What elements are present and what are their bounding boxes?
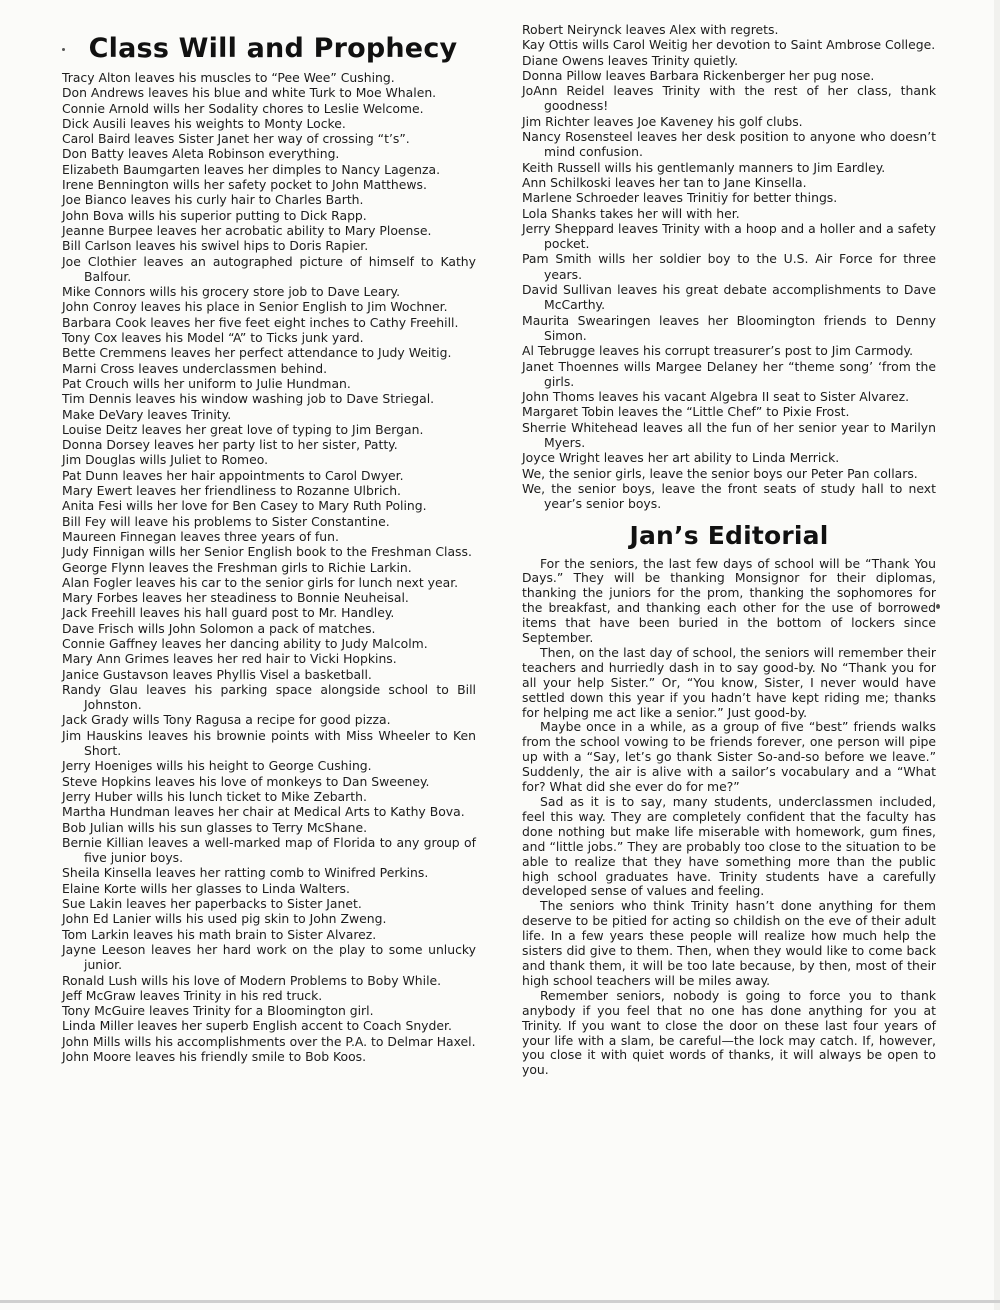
will-entry: Tracy Alton leaves his muscles to “Pee Wee” Cushing. <box>62 70 395 85</box>
editorial-paragraph: Then, on the last day of school, the seniors will remember their teachers and hurriedly dash in to say good-by. No “Thank you for all your help Sister.” Or, “You know, Sister, I never would have settled down this year if you hadn’t have kept riding me; thanks for helping me act like a senior.” Just good-by. <box>522 644 936 720</box>
will-entry: Dave Frisch wills John Solomon a pack of matches. <box>62 620 376 636</box>
will-entry: Alan Fogler leaves his car to the senior girls for lunch next year. <box>62 574 459 590</box>
will-entry: Pam Smith wills her soldier boy to the U.S. Air Force for three years. <box>522 251 936 282</box>
will-entry: Dick Ausili leaves his weights to Monty Locke. <box>62 115 346 131</box>
will-entry: Connie Gaffney leaves her dancing ability to Judy Malcolm. <box>62 635 428 651</box>
will-entry: Bernie Killian leaves a well-marked map of Florida to any group of five junior boys. <box>62 834 476 866</box>
will-entry: Tony McGuire leaves Trinity for a Bloomington girl. <box>62 1003 374 1019</box>
will-entry: John Ed Lanier wills his used pig skin to John Zweng. <box>62 911 387 927</box>
will-entry: Janet Thoennes wills Margee Delaney her “theme song’ ‘from the girls. <box>522 358 936 389</box>
will-entry: Steve Hopkins leaves his love of monkeys to Dan Sweeney. <box>62 773 430 789</box>
will-entry: John Mills wills his accomplishments over the P.A. to Delmar Haxel. <box>62 1033 476 1049</box>
will-entry: David Sullivan leaves his great debate accomplishments to Dave McCarthy. <box>522 282 936 313</box>
will-entry: Mary Ewert leaves her friendliness to Rozanne Ulbrich. <box>62 483 401 499</box>
will-entry: Make DeVary leaves Trinity. <box>62 406 232 422</box>
will-entry: Don Batty leaves Aleta Robinson everything. <box>62 146 340 162</box>
will-entry: John Conroy leaves his place in Senior English to Jim Wochner. <box>62 299 448 315</box>
will-entry: Jeanne Burpee leaves her acrobatic ability to Mary Ploense. <box>62 222 432 238</box>
will-entry: Tim Dennis leaves his window washing job to Dave Striegal. <box>62 391 435 407</box>
left-column <box>62 0 476 1064</box>
will-entry: Marlene Schroeder leaves Trinitiy for better things. <box>522 190 838 206</box>
will-entry: JoAnn Reidel leaves Trinity with the rest of her class, thank goodness! <box>522 83 936 114</box>
will-entry: Keith Russell wills his gentlemanly manners to Jim Eardley. <box>522 159 886 175</box>
will-entry: John Thoms leaves his vacant Algebra II seat to Sister Alvarez. <box>522 389 910 405</box>
will-entry: Elaine Korte wills her glasses to Linda Walters. <box>62 880 350 896</box>
will-entry: Martha Hundman leaves her chair at Medical Arts to Kathy Bova. <box>62 804 465 820</box>
will-entry: Bill Carlson leaves his swivel hips to Doris Rapier. <box>62 238 369 254</box>
will-entry: Joe Bianco leaves his curly hair to Charles Barth. <box>62 192 364 208</box>
editorial-title: Jan’s Editorial <box>629 520 829 550</box>
will-entry: Donna Dorsey leaves her party list to her sister, Patty. <box>62 437 398 453</box>
will-entry: Jerry Huber wills his lunch ticket to Mike Zebarth. <box>62 788 367 804</box>
will-entry: Randy Glau leaves his parking space alongside school to Bill Johnston. <box>62 681 476 713</box>
will-entry: Ronald Lush wills his love of Modern Problems to Boby While. <box>62 972 442 988</box>
will-entry: Jim Douglas wills Juliet to Romeo. <box>62 452 269 468</box>
will-entry: Ann Schilkoski leaves her tan to Jane Kinsella. <box>522 174 807 190</box>
editorial-paragraph: Sad as it is to say, many students, underclassmen included, feel this way. They are completely confident that the faculty has done nothing but make life miserable with homework, gum fines, and “little jobs.” They are probably too close to the situation to be able to realize that they have something more than the public high school graduates have. Trinity students have a carefully developed sense of values and feeling. <box>522 794 936 899</box>
will-entry: John Bova wills his superior putting to Dick Rapp. <box>62 207 367 223</box>
will-entry: Bill Fey will leave his problems to Sister Constantine. <box>62 513 390 529</box>
class-will-title: Class Will and Prophecy <box>88 33 458 64</box>
will-entry: Diane Owens leaves Trinity quietly. <box>522 52 739 68</box>
editorial-paragraph: Remember seniors, nobody is going to force you to thank anybody if you feel that no one has done anything for you at Trinity. If you want to close the door on these last four years of your life with a slam, be careful—the lock may catch. If, however, you close it with quiet words of thanks, it will always be open to you. <box>522 987 936 1078</box>
will-entry: Janice Gustavson leaves Phyllis Visel a basketball. <box>62 666 372 682</box>
will-entry: Pat Dunn leaves her hair appointments to Carol Dwyer. <box>62 467 404 483</box>
will-entry: Maurita Swearingen leaves her Bloomington friends to Denny Simon. <box>522 312 936 343</box>
will-entry: Sheila Kinsella leaves her ratting comb to Winifred Perkins. <box>62 865 429 881</box>
page-bottom-edge <box>0 1300 1000 1303</box>
will-entry: Marni Cross leaves underclassmen behind. <box>62 360 328 376</box>
will-entry: Tony Cox leaves his Model “A” to Ticks junk yard. <box>62 330 364 346</box>
right-column <box>522 0 936 1078</box>
will-entry: Judy Finnigan wills her Senior English book to the Freshman Class. <box>62 544 472 560</box>
will-entry: Bette Cremmens leaves her perfect attendance to Judy Weitig. <box>62 345 452 361</box>
will-entry: Maureen Finnegan leaves three years of fun. <box>62 528 339 544</box>
will-entry: Margaret Tobin leaves the “Little Chef” to Pixie Frost. <box>522 404 850 420</box>
will-entry: Carol Baird leaves Sister Janet her way of crossing “t’s”. <box>62 131 410 147</box>
will-entry: Bob Julian wills his sun glasses to Terry McShane. <box>62 819 368 835</box>
will-entry: Don Andrews leaves his blue and white Turk to Moe Whalen. <box>62 85 437 101</box>
will-entry: Mike Connors wills his grocery store job to Dave Leary. <box>62 284 401 300</box>
will-entry: Jack Grady wills Tony Ragusa a recipe for good pizza. <box>62 712 391 728</box>
will-entry: Donna Pillow leaves Barbara Rickenberger her pug nose. <box>522 67 875 83</box>
will-entry: Jeff McGraw leaves Trinity in his red truck. <box>62 987 323 1003</box>
will-entry: Barbara Cook leaves her five feet eight inches to Cathy Freehill. <box>62 314 459 330</box>
will-entry: Jim Richter leaves Joe Kaveney his golf clubs. <box>522 113 803 129</box>
will-entry: George Flynn leaves the Freshman girls to Richie Larkin. <box>62 559 412 575</box>
will-entry: Pat Crouch wills her uniform to Julie Hundman. <box>62 375 351 391</box>
will-entry: We, the senior girls, leave the senior boys our Peter Pan collars. <box>522 465 918 481</box>
will-entry: Jayne Leeson leaves her hard work on the play to some unlucky junior. <box>62 941 476 973</box>
will-entry: Jim Hauskins leaves his brownie points with Miss Wheeler to Ken Short. <box>62 727 476 759</box>
will-entry: Robert Neirynck leaves Alex with regrets. <box>522 22 779 37</box>
will-list-right <box>522 0 936 512</box>
editorial-paragraph: Maybe once in a while, as a group of five “best” friends walks from the school vowing to be friends forever, one person will pipe up with a “Say, let’s go thank Sister So-and-so before we leave.” Suddenly, the air is alive with a sailor’s vocabulary and a “What for? What did she ever do for me?” <box>522 719 936 795</box>
will-entry: Al Tebrugge leaves his corrupt treasurer’s post to Jim Carmody. <box>522 343 914 359</box>
will-entry: John Moore leaves his friendly smile to Bob Koos. <box>62 1049 367 1064</box>
page-edge <box>994 0 1000 1310</box>
print-speck <box>62 48 65 51</box>
will-entry: Jerry Sheppard leaves Trinity with a hoop and a holler and a safety pocket. <box>522 220 936 252</box>
will-entry: Elizabeth Baumgarten leaves her dimples to Nancy Lagenza. <box>62 161 441 177</box>
will-list-left <box>62 70 476 1064</box>
will-entry: Joyce Wright leaves her art ability to Linda Merrick. <box>522 450 840 466</box>
will-entry: Mary Ann Grimes leaves her red hair to Vicki Hopkins. <box>62 651 397 667</box>
will-entry: Connie Arnold wills her Sodality chores to Leslie Welcome. <box>62 100 424 116</box>
will-entry: Joe Clothier leaves an autographed picture of himself to Kathy Balfour. <box>62 253 476 284</box>
will-entry: Kay Ottis wills Carol Weitig her devotion to Saint Ambrose College. <box>522 37 936 53</box>
will-entry: Jack Freehill leaves his hall guard post to Mr. Handley. <box>62 605 395 621</box>
editorial-paragraph: For the seniors, the last few days of school will be “Thank You Days.” They will be thanking Monsignor for their diplomas, thanking the juniors for the prom, thanking the sophomores for the breakfast, and thanking each other for the use of borrowed items that have been buried in the bottom of lockers since September. <box>522 555 936 646</box>
will-entry: Sue Lakin leaves her paperbacks to Sister Janet. <box>62 896 362 912</box>
will-entry: Nancy Rosensteel leaves her desk position to anyone who doesn’t mind confusion. <box>522 129 936 160</box>
print-speck <box>936 604 940 609</box>
will-entry: Sherrie Whitehead leaves all the fun of her senior year to Marilyn Myers. <box>522 419 936 451</box>
editorial-body <box>522 557 936 1079</box>
editorial-paragraph: The seniors who think Trinity hasn’t done anything for them deserve to be pitied for acting so childish on the eve of their adult life. In a few years these people will realize how much help the sisters did give to them. Then, when they would like to come back and thank them, it will be too late because, by then, most of their high school teachers will be miles away. <box>522 898 936 988</box>
will-entry: Louise Deitz leaves her great love of typing to Jim Bergan. <box>62 421 424 437</box>
will-entry: We, the senior boys, leave the front seats of study hall to next year’s senior boys. <box>522 480 936 512</box>
will-entry: Irene Bennington wills her safety pocket to John Matthews. <box>62 177 427 193</box>
will-entry: Mary Forbes leaves her steadiness to Bonnie Neuheisal. <box>62 590 409 606</box>
will-entry: Linda Miller leaves her superb English accent to Coach Snyder. <box>62 1018 452 1034</box>
will-entry: Anita Fesi wills her love for Ben Casey to Mary Ruth Poling. <box>62 498 427 514</box>
will-entry: Lola Shanks takes her will with her. <box>522 205 740 221</box>
will-entry: Jerry Hoeniges wills his height to George Cushing. <box>62 758 372 774</box>
will-entry: Tom Larkin leaves his math brain to Sister Alvarez. <box>62 926 377 942</box>
